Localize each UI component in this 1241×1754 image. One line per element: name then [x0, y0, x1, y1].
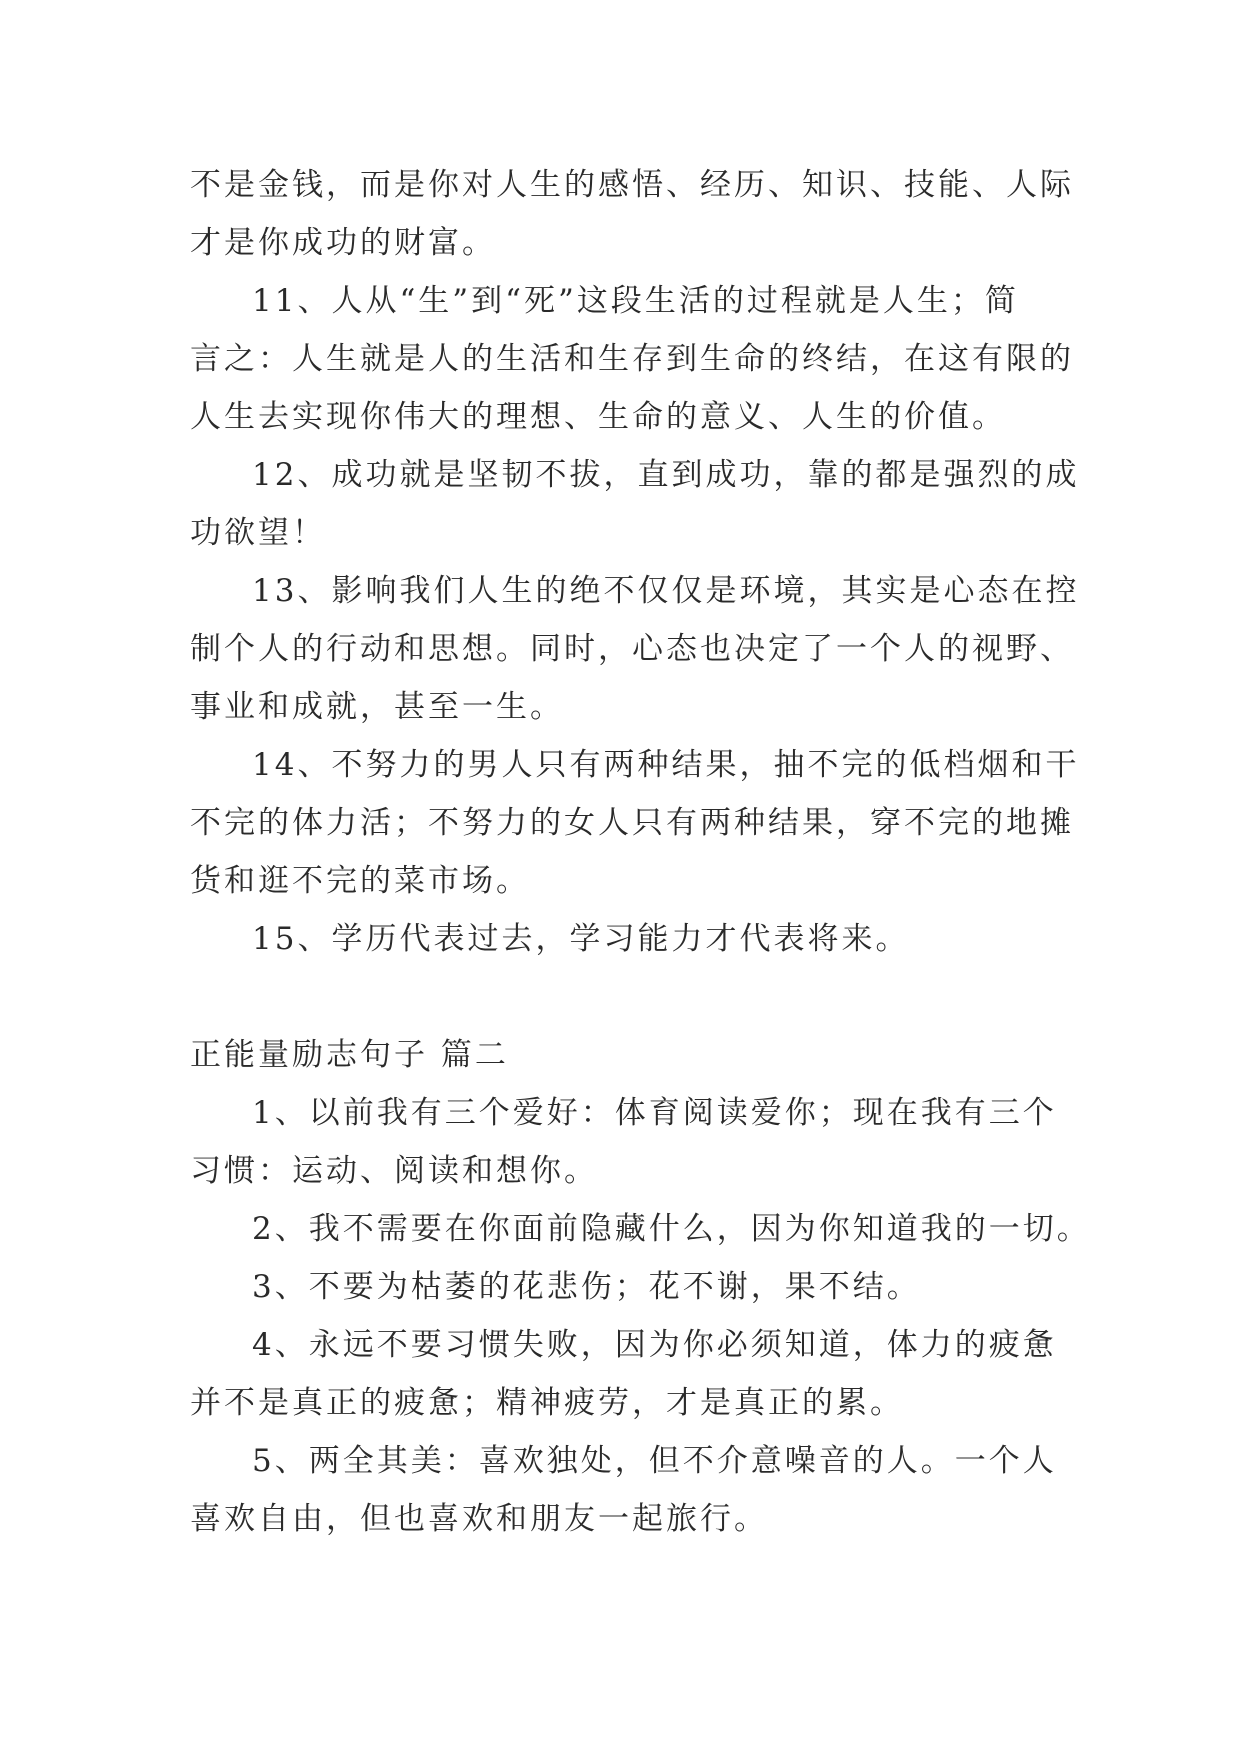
- text-line: 言之：人生就是人的生活和生存到生命的终结，在这有限的: [190, 341, 1074, 377]
- text-line: 不是金钱，而是你对人生的感悟、经历、知识、技能、人际: [190, 167, 1074, 203]
- section-heading: 正能量励志句子 篇二: [190, 1037, 509, 1073]
- text-line: 15、学历代表过去，学习能力才代表将来。: [252, 921, 910, 957]
- text-line: 并不是真正的疲惫；精神疲劳，才是真正的累。: [190, 1385, 904, 1421]
- document-body: [190, 156, 1091, 1548]
- text-line: 13、影响我们人生的绝不仅仅是环境，其实是心态在控: [252, 573, 1080, 609]
- text-line: 习惯：运动、阅读和想你。: [190, 1153, 598, 1189]
- text-line: 喜欢自由，但也喜欢和朋友一起旅行。: [190, 1501, 768, 1537]
- text-line: 功欲望！: [190, 515, 326, 551]
- text-line: 4、永远不要习惯失败，因为你必须知道，体力的疲惫: [252, 1327, 1057, 1363]
- section-spacer: [190, 968, 1050, 1026]
- text-line: 2、我不需要在你面前隐藏什么，因为你知道我的一切。: [252, 1211, 1091, 1247]
- text-line: 14、不努力的男人只有两种结果，抽不完的低档烟和干: [252, 747, 1080, 783]
- text-line: 5、两全其美：喜欢独处，但不介意噪音的人。一个人: [252, 1443, 1057, 1479]
- text-line: 11、人从“生”到“死”这段生活的过程就是人生；简: [252, 283, 1019, 319]
- text-line: 人生去实现你伟大的理想、生命的意义、人生的价值。: [190, 399, 1006, 435]
- text-line: 1、以前我有三个爱好：体育阅读爱你；现在我有三个: [252, 1095, 1057, 1131]
- text-line: 制个人的行动和思想。同时，心态也决定了一个人的视野、: [190, 631, 1074, 667]
- text-line: 才是你成功的财富。: [190, 225, 496, 261]
- text-line: 事业和成就，甚至一生。: [190, 689, 564, 725]
- text-line: 货和逛不完的菜市场。: [190, 863, 530, 899]
- text-line: 不完的体力活；不努力的女人只有两种结果，穿不完的地摊: [190, 805, 1074, 841]
- text-line: 12、成功就是坚韧不拔，直到成功，靠的都是强烈的成: [252, 457, 1080, 493]
- text-line: 3、不要为枯萎的花悲伤；花不谢，果不结。: [252, 1269, 921, 1305]
